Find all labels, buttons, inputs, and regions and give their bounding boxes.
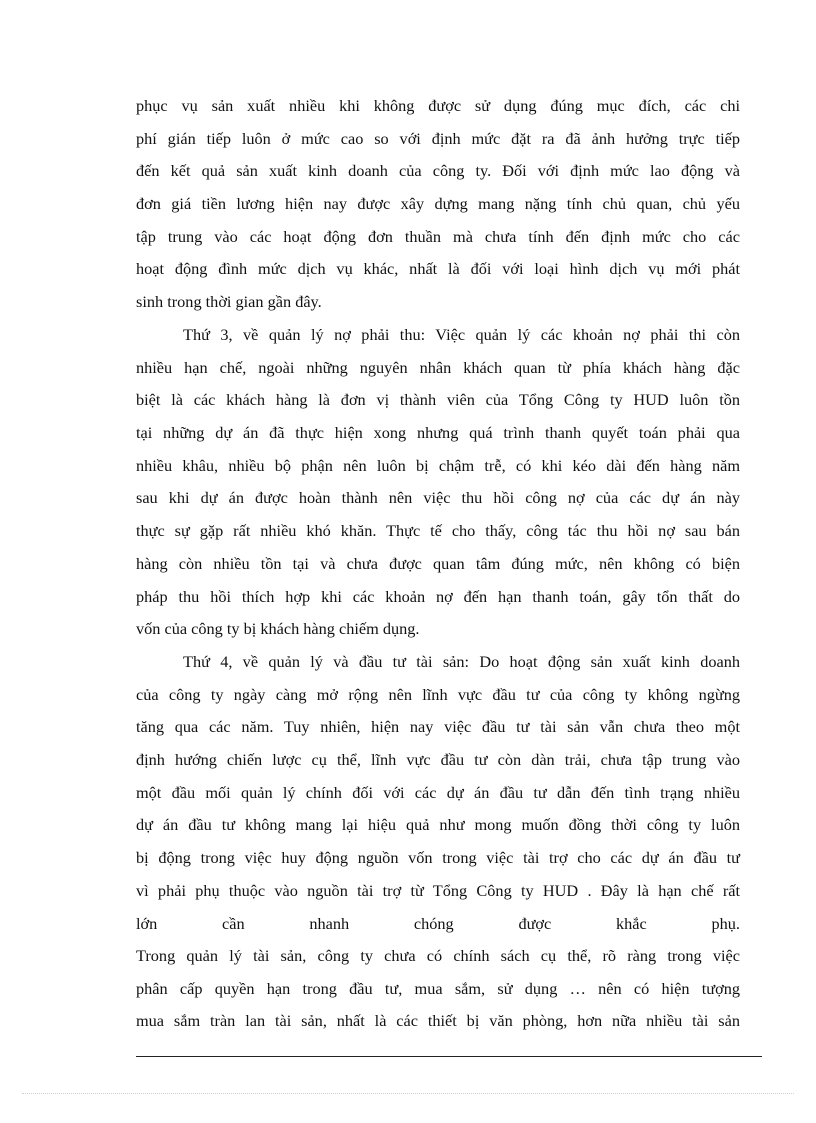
text-line: Thứ 3, về quản lý nợ phải thu: Việc quản lý các khoản nợ phải thi còn	[183, 325, 740, 344]
text-line: tăng qua các năm. Tuy nhiên, hiện nay việc đầu tư tài sản vẫn chưa theo một	[136, 717, 740, 737]
text-line: thực sự gặp rất nhiều khó khăn. Thực tế cho thấy, công tác thu hồi nợ sau bán	[136, 521, 740, 541]
text-line: hàng còn nhiều tồn tại và chưa được quan tâm đúng mức, nên không có biện	[136, 553, 740, 573]
text-line: Trong quản lý tài sản, công ty chưa có chính sách cụ thể, rõ ràng trong việc	[136, 946, 740, 965]
text-line: dự án đầu tư không mang lại hiệu quả như mong muốn đồng thời công ty luôn	[136, 815, 740, 835]
page-bottom-edge	[22, 1093, 794, 1094]
text-line: nhiều hạn chế, ngoài những nguyên nhân khách quan từ phía khách hàng đặc	[136, 357, 740, 377]
text-line: sau khi dự án được hoàn thành nên việc thu hồi công nợ của các dự án này	[136, 488, 740, 508]
paragraph-continuation	[136, 90, 740, 319]
text-line: Thứ 4, về quản lý và đầu tư tài sản: Do hoạt động sản xuất kinh doanh	[183, 652, 740, 671]
paragraph-asset-management	[136, 940, 740, 1038]
paragraph-assets-investment	[136, 646, 740, 940]
footer-divider	[136, 1056, 762, 1057]
paragraph-receivables	[136, 319, 740, 646]
text-line: lớn cần nhanh chóng được khắc phụ.	[136, 913, 740, 933]
text-line: vì phải phụ thuộc vào nguồn tài trợ từ Tổng Công ty HUD . Đây là hạn chế rất	[136, 880, 740, 900]
text-line: phân cấp quyền hạn trong đầu tư, mua sắm, sử dụng … nên có hiện tượng	[136, 978, 740, 998]
text-line: biệt là các khách hàng là đơn vị thành viên của Tổng Công ty HUD luôn tồn	[136, 390, 740, 410]
text-line: hoạt động đình mức dịch vụ khác, nhất là đối với loại hình dịch vụ mới phát	[136, 259, 740, 279]
text-line: vốn của công ty bị khách hàng chiếm dụng.	[136, 619, 420, 639]
text-line: đến kết quả sản xuất kinh doanh của công ty. Đối với định mức lao động và	[136, 161, 740, 181]
text-line: phục vụ sản xuất nhiều khi không được sử dụng đúng mục đích, các chi	[136, 96, 740, 115]
text-line: bị động trong việc huy động nguồn vốn trong việc tài trợ cho các dự án đầu tư	[136, 848, 740, 868]
text-line: định hướng chiến lược cụ thể, lĩnh vực đầu tư còn dàn trải, chưa tập trung vào	[136, 750, 740, 770]
text-line: phí gián tiếp luôn ở mức cao so với định mức đặt ra đã ảnh hưởng trực tiếp	[136, 128, 740, 148]
text-line: nhiều khâu, nhiều bộ phận nên luôn bị chậm trễ, có khi kéo dài đến hàng năm	[136, 455, 740, 475]
text-line: tập trung vào các hoạt động đơn thuần mà chưa tính đến định mức cho các	[136, 226, 740, 246]
text-line: mua sắm tràn lan tài sản, nhất là các thiết bị văn phòng, hơn nữa nhiều tài sản	[136, 1011, 740, 1031]
text-line: một đầu mối quản lý chính đối với các dự án đầu tư dẫn đến tình trạng nhiều	[136, 782, 740, 802]
text-line: pháp thu hồi thích hợp khi các khoản nợ đến hạn thanh toán, gây tổn thất do	[136, 586, 740, 606]
text-line: sinh trong thời gian gần đây.	[136, 292, 322, 312]
text-line: tại những dự án đã thực hiện xong nhưng quá trình thanh quyết toán phải qua	[136, 423, 740, 443]
text-line: đơn giá tiền lương hiện nay được xây dựng mang nặng tính chủ quan, chủ yếu	[136, 194, 740, 214]
text-line: của công ty ngày càng mở rộng nên lĩnh vực đầu tư của công ty không ngừng	[136, 684, 740, 704]
